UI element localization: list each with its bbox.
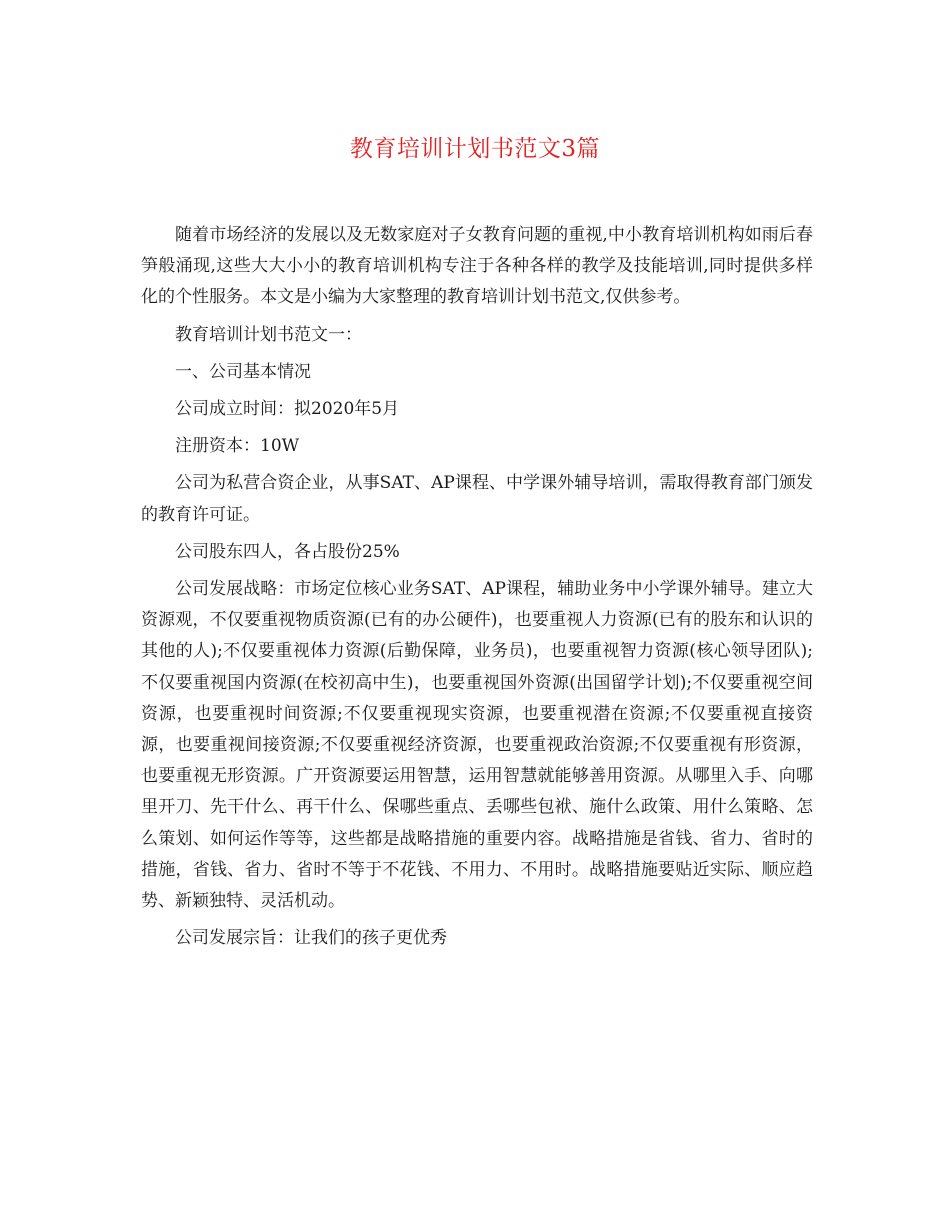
company-mission-line: 公司发展宗旨：让我们的孩子更优秀 <box>175 928 447 949</box>
strategy-paragraph: 公司发展战略：市场定位核心业务SAT、AP课程，辅助业务中小学课外辅导。建立大资源观，不仅要重视物质资源(已有的办公硬件)，也要重视人力资源(已有的股东和认识的其他的人);不仅要重视体力资源(后勤保障，业务员)，也要重视智力资源(核心领导团队);不仅要重视国内资源(在校初高中生)，也要重视国外资源(出国留学计划);不仅要重视空间资源，也要重视时间资源;不仅要重视现实资源，也要重视潜在资源;不仅要重视直接资源，也要重视间接资源;不仅要重视经济资源，也要重视政治资源;不仅要重视有形资源，也要重视无形资源。广开资源要运用智慧，运用智慧就能够善用资源。从哪里入手、向哪里开刀、先干什么、再干什么、保哪些重点、丢哪些包袱、施什么政策、用什么策略、怎么策划、如何运作等等，这些都是战略措施的重要内容。战略措施是省钱、省力、省时的措施，省钱、省力、省时不等于不花钱、不用力、不用时。战略措施要贴近实际、顺应趋势、新颖独特、灵活机动。 <box>141 579 813 912</box>
company-type-paragraph: 公司为私营合资企业，从事SAT、AP课程、中学课外辅导培训，需取得教育部门颁发的教育许可证。 <box>141 473 813 525</box>
section-heading-sample-one: 教育培训计划书范文一： <box>175 324 362 345</box>
shareholders-line: 公司股东四人，各占股份25% <box>175 541 400 562</box>
document-body <box>141 220 813 960</box>
document-title: 教育培训计划书范文3篇 <box>349 136 601 162</box>
founding-date-line: 公司成立时间：拟2020年5月 <box>175 399 400 420</box>
registered-capital-line: 注册资本：10W <box>175 436 300 457</box>
subsection-heading-company-info: 一、公司基本情况 <box>175 361 311 382</box>
intro-paragraph: 随着市场经济的发展以及无数家庭对子女教育问题的重视,中小教育培训机构如雨后春笋般涌现,这些大大小小的教育培训机构专注于各种各样的教学及技能培训,同时提供多样化的个性服务。本文是小编为大家整理的教育培训计划书范文,仅供参考。 <box>141 225 813 308</box>
